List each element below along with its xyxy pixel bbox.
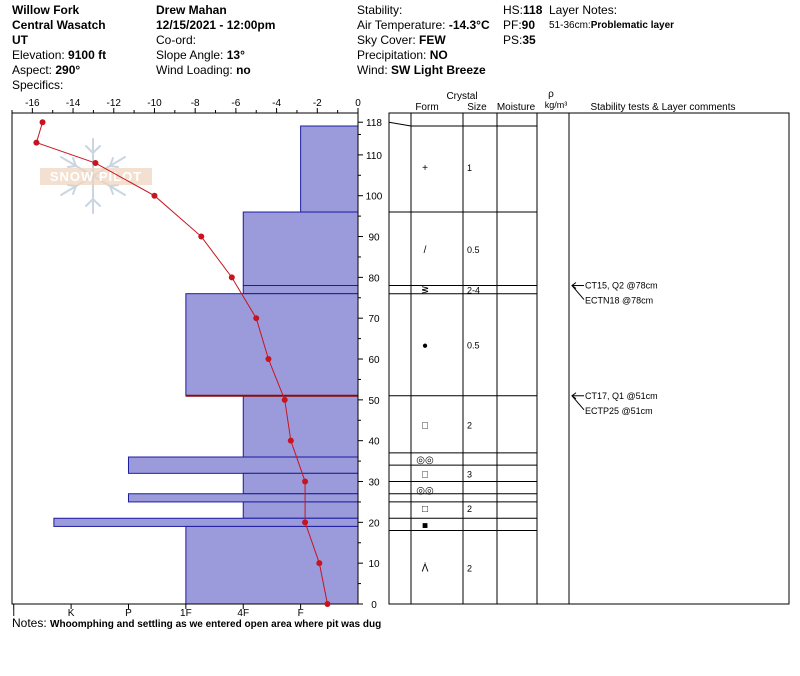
depth-tick-label: 60	[368, 355, 380, 367]
crystal-size: 1	[467, 163, 473, 174]
sky-value: FEW	[419, 33, 446, 47]
temp-tick-label: 0	[355, 98, 361, 109]
location-name: Willow Fork	[12, 3, 80, 17]
depth-tick-label: 118	[366, 118, 382, 130]
size-header: Size	[467, 102, 487, 113]
crystal-size: 2-4	[467, 285, 481, 296]
air-temp-label: Air Temperature:	[357, 18, 446, 32]
temperature-point	[151, 193, 157, 199]
stability-tests	[572, 281, 658, 416]
aspect-value: 290°	[55, 63, 81, 77]
temp-tick-label: -12	[106, 98, 121, 109]
hardness-bars	[54, 126, 358, 604]
crystal-form-symbol: □	[421, 504, 429, 516]
crystal-size: 2	[467, 504, 473, 515]
depth-tick-label: 110	[366, 150, 382, 162]
wind-value: SW Light Breeze	[391, 63, 486, 77]
layer-notes-label: Layer Notes:	[549, 3, 618, 17]
depth-tick-label: 0	[371, 600, 377, 611]
depth-tick-label: 10	[368, 559, 380, 571]
depth-tick-label: 100	[365, 191, 383, 203]
stability-comments-header: Stability tests & Layer comments	[590, 102, 736, 113]
hardness-tick-label: P	[125, 608, 132, 619]
elevation-label: Elevation:	[12, 48, 65, 62]
hardness-bar	[243, 212, 358, 285]
hardness-tick-label: F	[297, 608, 304, 619]
layer-notes-range: 51-36cm:	[549, 20, 591, 31]
density-unit: kg/m³	[544, 100, 568, 110]
crystal-form-symbol: /	[423, 244, 427, 256]
temp-tick-label: -8	[190, 98, 200, 109]
depth-tick-label: 70	[368, 314, 380, 326]
hardness-bar	[243, 502, 358, 518]
hardness-bar	[243, 473, 358, 493]
temperature-point	[282, 397, 288, 403]
crystal-form-symbol: □	[421, 420, 429, 432]
crystal-size: 0.5	[467, 244, 480, 255]
state-name: UT	[12, 33, 28, 47]
hardness-bar	[186, 294, 358, 396]
stability-arrow-line	[572, 396, 584, 410]
observation-datetime: 12/15/2021 - 12:00pm	[156, 18, 276, 32]
temp-tick-label: -2	[312, 98, 322, 109]
hardness-bar	[128, 494, 358, 502]
form-header: Form	[415, 102, 439, 113]
temperature-point	[40, 119, 46, 125]
temp-tick-label: -6	[231, 98, 241, 109]
hardness-bar	[186, 526, 358, 604]
pf-value: 90	[521, 18, 536, 32]
specifics-label: Specifics:	[12, 78, 64, 92]
temperature-point	[33, 140, 39, 146]
hardness-bar	[243, 286, 358, 294]
depth-tick-label: 20	[368, 518, 380, 530]
temp-tick-label: -4	[272, 98, 282, 109]
slope-value: 13°	[226, 48, 245, 62]
temp-tick-label: -10	[147, 98, 162, 109]
hs-label: HS:	[503, 3, 524, 17]
temperature-point	[316, 560, 322, 566]
temperature-point	[92, 160, 98, 166]
temp-tick-label: -14	[65, 98, 81, 109]
crystal-form-symbol: ᕒ	[421, 285, 429, 297]
crystal-form-symbol: ●	[421, 340, 429, 352]
temperature-point	[198, 234, 204, 240]
moisture-header: Moisture	[496, 102, 536, 113]
notes-text: Whoomphing and settling as we entered open area where pit was dug	[50, 619, 382, 630]
pf-label: PF:	[503, 18, 522, 32]
watermark-text: SNOW PILOT	[49, 169, 143, 184]
hs-value: 118	[523, 3, 543, 17]
precip-value: NO	[429, 48, 448, 62]
layer-notes-text: Problematic layer	[590, 20, 675, 31]
hardness-bar	[301, 126, 358, 212]
stability-test-label: ECTP25 @51cm	[585, 405, 653, 416]
coord-label: Co-ord:	[156, 33, 197, 47]
stability-test-label: CT17, Q1 @51cm	[585, 390, 658, 401]
crystal-size: 0.5	[467, 340, 480, 351]
crystal-form-symbol: +	[422, 163, 428, 175]
notes-label: Notes:	[12, 616, 47, 630]
temperature-point	[265, 356, 271, 362]
crystal-form-symbol: ᐲ	[421, 563, 429, 575]
hardness-bar	[54, 518, 358, 526]
depth-tick-label: 50	[368, 395, 380, 407]
temperature-point	[229, 274, 235, 280]
hardness-tick-label: I	[12, 608, 16, 619]
stability-label: Stability:	[357, 3, 403, 17]
hardness-bar	[243, 396, 358, 457]
temperature-point	[288, 438, 294, 444]
density-header: ρ	[548, 89, 554, 100]
ps-value: 35	[522, 33, 536, 47]
stability-arrow-line	[572, 286, 584, 300]
crystal-form-symbol: ◎◎	[416, 455, 434, 467]
observer-name: Drew Mahan	[156, 3, 227, 17]
stability-test-label: CT15, Q2 @78cm	[585, 280, 658, 291]
temperature-point	[302, 519, 308, 525]
temperature-axis	[12, 98, 361, 113]
crystal-form-symbol: □	[421, 469, 429, 481]
elevation-value: 9100 ft	[68, 48, 107, 62]
precip-label: Precipitation:	[357, 48, 427, 62]
depth-tick-label: 80	[368, 273, 380, 285]
depth-tick-label: 40	[368, 436, 380, 448]
temperature-point	[302, 479, 308, 485]
hardness-tick-label: K	[67, 608, 75, 619]
wind-label: Wind:	[357, 63, 388, 77]
stability-test-label: ECTN18 @78cm	[585, 295, 654, 306]
temperature-point	[253, 315, 259, 321]
depth-tick-label: 90	[368, 232, 380, 244]
notes-line	[12, 616, 381, 630]
temperature-point	[324, 601, 330, 607]
layer-connector	[389, 122, 411, 126]
temp-tick-label: -16	[25, 98, 40, 109]
ps-label: PS:	[503, 33, 523, 47]
hardness-tick-label: 1F	[180, 608, 192, 619]
crystal-form-symbol: ◎◎	[416, 485, 434, 497]
wind-loading-label: Wind Loading:	[156, 63, 233, 77]
crystal-form-symbol: ■	[421, 520, 429, 532]
crystal-size: 3	[467, 469, 473, 480]
depth-tick-label: 30	[368, 477, 380, 489]
crystal-header: Crystal	[446, 91, 478, 102]
hardness-tick-label: 4F	[237, 608, 250, 619]
hardness-bar	[128, 457, 358, 473]
crystal-table-headers	[415, 89, 735, 113]
aspect-label: Aspect:	[12, 63, 53, 77]
sky-label: Sky Cover:	[357, 33, 416, 47]
slope-label: Slope Angle:	[156, 48, 224, 62]
depth-axis	[358, 118, 383, 611]
wind-loading-value: no	[236, 63, 251, 77]
air-temp-value: -14.3°C	[448, 18, 490, 32]
crystal-size: 2	[467, 420, 473, 431]
crystal-size: 2	[467, 563, 473, 574]
range-name: Central Wasatch	[12, 18, 106, 32]
